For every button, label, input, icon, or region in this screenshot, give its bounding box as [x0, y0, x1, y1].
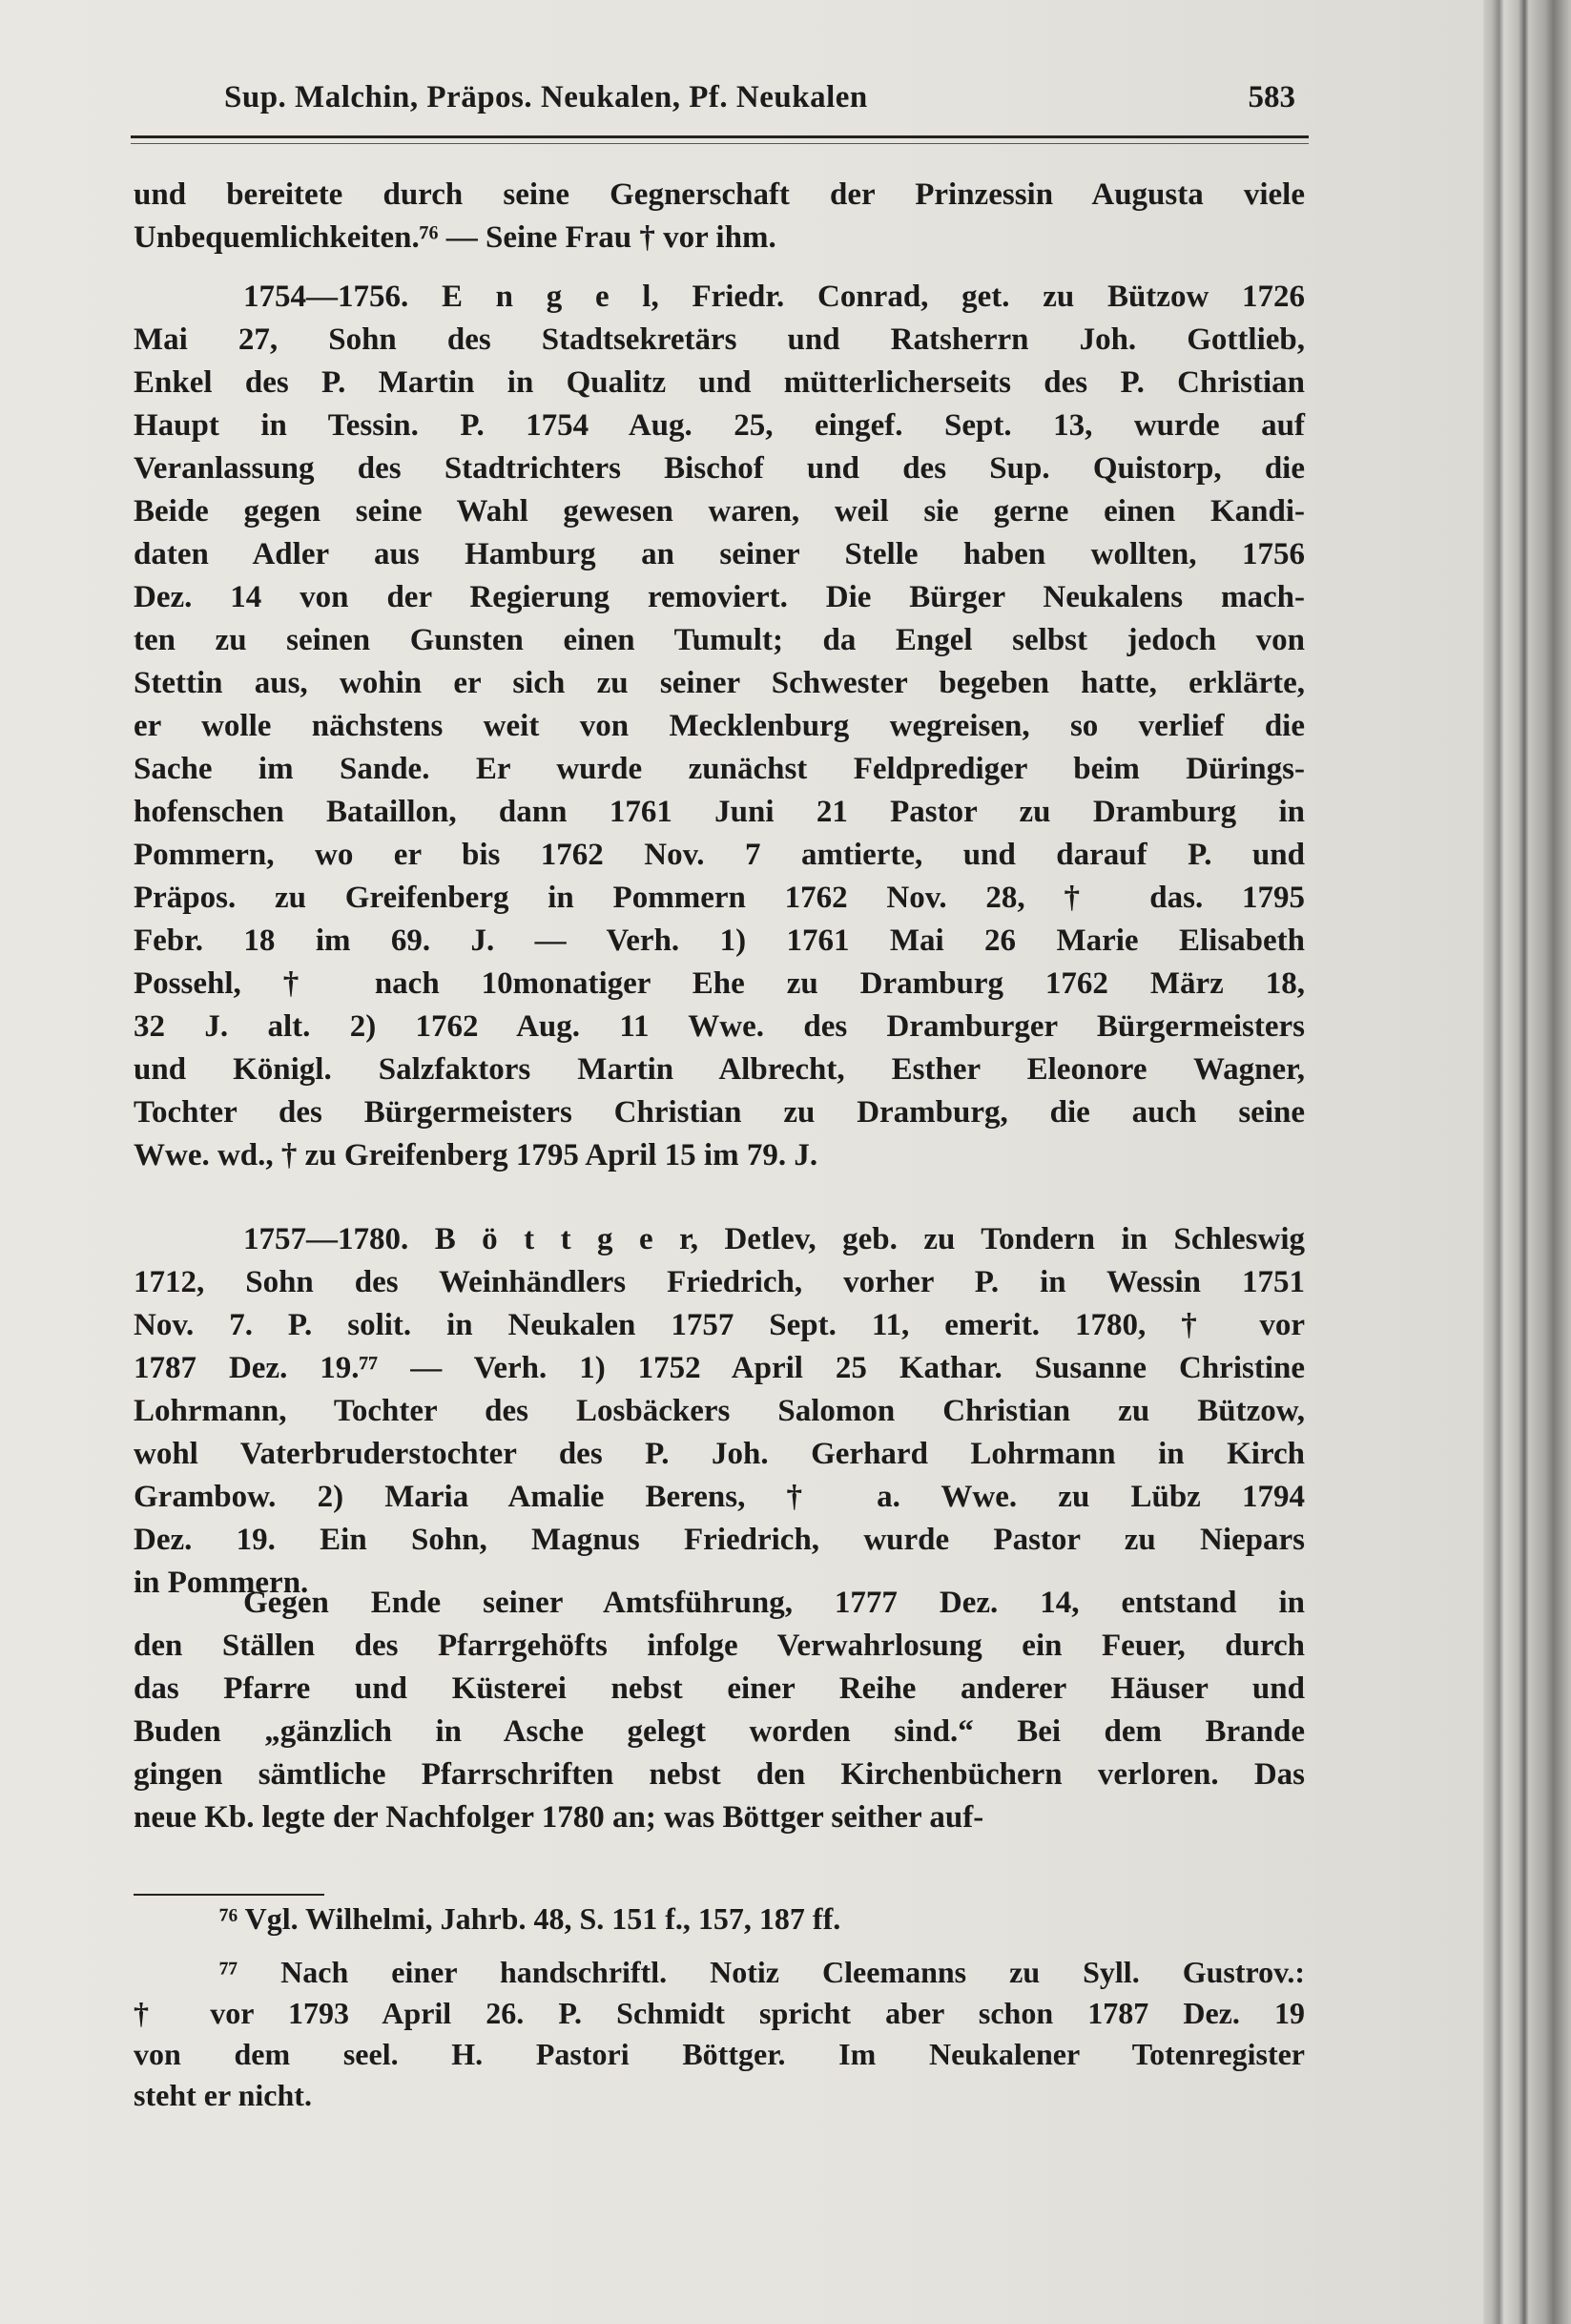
text-line: Beide gegen seine Wahl gewesen waren, weil sie gerne einen Kandi- [134, 494, 1305, 529]
text-line: Veranlassung des Stadtrichters Bischof und des Sup. Quistorp, die [134, 451, 1305, 486]
book-gutter [1483, 0, 1571, 2324]
footnote-line: † vor 1793 April 26. P. Schmidt spricht aber schon 1787 Dez. 19 [134, 1996, 1305, 2030]
text-line: neue Kb. legte der Nachfolger 1780 an; was Böttger seither auf- [134, 1800, 984, 1835]
text-line: ten zu seinen Gunsten einen Tumult; da Engel selbst jedoch von [134, 623, 1305, 657]
text-line: Haupt in Tessin. P. 1754 Aug. 25, eingef. Sept. 13, wurde auf [134, 408, 1305, 443]
text-line: Sache im Sande. Er wurde zunächst Feldprediger beim Dürings- [134, 752, 1305, 786]
text-line: Febr. 18 im 69. J. — Verh. 1) 1761 Mai 26 Marie Elisabeth [134, 923, 1305, 958]
text-line: Lohrmann, Tochter des Losbäckers Salomon Christian zu Bützow, [134, 1394, 1305, 1428]
text-line: Tochter des Bürgermeisters Christian zu Dramburg, die auch seine [134, 1095, 1305, 1130]
text-line: Gegen Ende seiner Amtsführung, 1777 Dez. 14, entstand in [243, 1586, 1305, 1620]
text-line: 32 J. alt. 2) 1762 Aug. 11 Wwe. des Dramburger Bürgermeisters [134, 1009, 1305, 1044]
text-line: daten Adler aus Hamburg an seiner Stelle haben wollten, 1756 [134, 537, 1305, 571]
footnote-line: von dem seel. H. Pastori Böttger. Im Neukalener Totenregister [134, 2037, 1305, 2071]
page-number: 583 [1248, 80, 1295, 114]
text-line: und Königl. Salzfaktors Martin Albrecht, Esther Eleonore Wagner, [134, 1052, 1305, 1087]
text-line: Possehl, † nach 10monatiger Ehe zu Dramburg 1762 März 18, [134, 966, 1305, 1001]
text-line: 1757—1780. B ö t t g e r, Detlev, geb. zu Tondern in Schleswig [243, 1222, 1305, 1256]
text-line: 1787 Dez. 19.⁷⁷ — Verh. 1) 1752 April 25 Kathar. Susanne Christine [134, 1351, 1305, 1385]
text-line: 1712, Sohn des Weinhändlers Friedrich, vorher P. in Wessin 1751 [134, 1265, 1305, 1299]
text-line: Buden „gänzlich in Asche gelegt worden sind.“ Bei dem Brande [134, 1714, 1305, 1749]
text-line: den Ställen des Pfarrgehöfts infolge Verwahrlosung ein Feuer, durch [134, 1629, 1305, 1663]
text-line: Wwe. wd., † zu Greifenberg 1795 April 15 im 79. J. [134, 1138, 818, 1172]
text-line: er wolle nächstens weit von Mecklenburg wegreisen, so verlief die [134, 709, 1305, 743]
footnote-line: ⁷⁷ Nach einer handschriftl. Notiz Cleemanns zu Syll. Gustrov.: [219, 1955, 1305, 1989]
text-line: Stettin aus, wohin er sich zu seiner Schwester begeben hatte, erklärte, [134, 666, 1305, 700]
text-line: Grambow. 2) Maria Amalie Berens, † a. Wwe. zu Lübz 1794 [134, 1480, 1305, 1514]
running-title: Sup. Malchin, Präpos. Neukalen, Pf. Neukalen [224, 80, 868, 114]
text-line: und bereitete durch seine Gegnerschaft der Prinzessin Augusta viele [134, 177, 1305, 212]
running-header [134, 80, 1305, 122]
text-line: Präpos. zu Greifenberg in Pommern 1762 Nov. 28, † das. 1795 [134, 881, 1305, 915]
text-line: hofenschen Bataillon, dann 1761 Juni 21 Pastor zu Dramburg in [134, 795, 1305, 829]
paragraph-fire [134, 1582, 1305, 1839]
footnote-76 [134, 1899, 1305, 1940]
text-line: in Pommern. [134, 1566, 309, 1600]
text-line: Dez. 14 von der Regierung removiert. Die Bürger Neukalens mach- [134, 580, 1305, 614]
text-line: Unbequemlichkeiten.⁷⁶ — Seine Frau † vor ihm. [134, 220, 776, 255]
text-line: Enkel des P. Martin in Qualitz und mütterlicherseits des P. Christian [134, 365, 1305, 400]
text-line: gingen sämtliche Pfarrschriften nebst den Kirchenbüchern verloren. Das [134, 1757, 1305, 1792]
text-line: Dez. 19. Ein Sohn, Magnus Friedrich, wurde Pastor zu Niepars [134, 1523, 1305, 1557]
header-rule-thin [131, 143, 1309, 144]
footnote-77 [134, 1952, 1305, 2116]
text-line: Mai 27, Sohn des Stadtsekretärs und Ratsherrn Joh. Gottlieb, [134, 322, 1305, 357]
paragraph-engel [134, 276, 1305, 1177]
footnote-line: steht er nicht. [134, 2078, 312, 2112]
text-line: das Pfarre und Küsterei nebst einer Reihe anderer Häuser und [134, 1671, 1305, 1706]
paragraph [134, 174, 1305, 259]
text-line: 1754—1756. E n g e l, Friedr. Conrad, get. zu Bützow 1726 [243, 280, 1305, 314]
paragraph-boettger [134, 1218, 1305, 1605]
text-line: Pommern, wo er bis 1762 Nov. 7 amtierte, und darauf P. und [134, 838, 1305, 872]
text-line: wohl Vaterbruderstochter des P. Joh. Gerhard Lohrmann in Kirch [134, 1437, 1305, 1471]
footnote-rule [134, 1894, 324, 1896]
header-rule [131, 135, 1309, 138]
text-line: Nov. 7. P. solit. in Neukalen 1757 Sept. 11, emerit. 1780, † vor [134, 1308, 1305, 1342]
footnote-line: ⁷⁶ Vgl. Wilhelmi, Jahrb. 48, S. 151 f., 157, 187 ff. [219, 1901, 841, 1936]
